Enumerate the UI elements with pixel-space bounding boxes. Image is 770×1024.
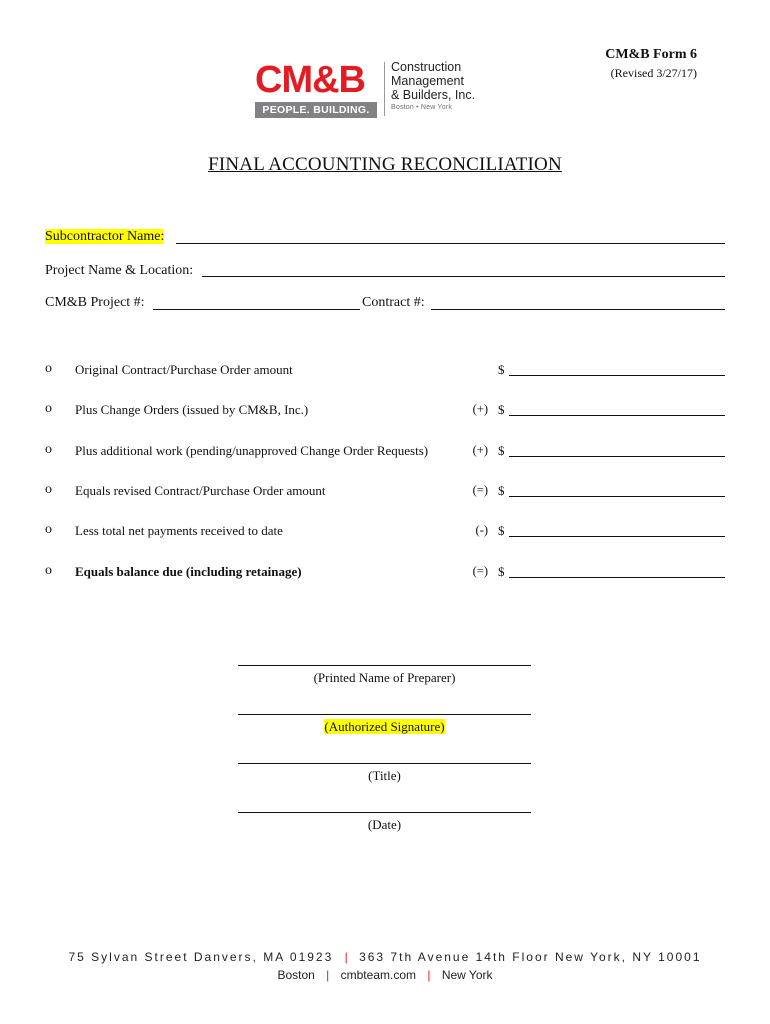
signature-caption-text: (Date) [367,817,402,832]
logo-company-name [391,60,475,102]
signature-caption-text: (Title) [368,768,401,783]
item-bullet: o [45,563,52,578]
footer-address-line [0,950,770,964]
footer-separator: | [344,950,348,964]
item-label: Equals balance due (including retainage) [75,564,302,579]
logo-name-line-2: Management [391,74,464,88]
item-bullet: o [45,361,52,376]
logo-mark [255,60,378,118]
item-currency-symbol: $ [498,443,505,458]
subcontractor-name-label [45,229,164,245]
project-name-field[interactable] [202,276,725,277]
item-operator: (=) [472,483,488,497]
logo-divider [384,62,385,116]
item-bullet: o [45,442,52,457]
signature-line[interactable] [238,714,531,715]
item-label: Original Contract/Purchase Order amount [75,362,293,377]
logo-name-line-3: & Builders, Inc. [391,88,476,102]
item-operator: (+) [472,402,488,416]
contract-number-label: Contract #: [362,295,425,310]
item-label: Plus additional work (pending/unapproved Change Order Requests) [75,443,429,458]
footer-separator: | [326,968,330,982]
item-bullet: o [45,401,52,416]
footer-city-newyork: New York [441,968,493,982]
item-label: Equals revised Contract/Purchase Order amount [75,483,326,498]
item-label: Less total net payments received to date [75,523,283,538]
project-number-field[interactable] [153,309,360,310]
company-logo [255,60,495,120]
revision-date: (Revised 3/27/17) [610,66,697,80]
item-amount-field[interactable] [509,375,725,376]
item-operator: (=) [472,564,488,578]
signature-line[interactable] [238,812,531,813]
contract-number-field[interactable] [431,309,725,310]
signature-caption [238,768,531,784]
signature-caption [238,670,531,686]
footer-address-newyork: 363 7th Avenue 14th Floor New York, NY 10001 [359,950,702,964]
item-currency-symbol: $ [498,362,505,377]
logo-name-line-1: Construction [391,60,462,74]
item-amount-field[interactable] [509,536,725,537]
signature-caption [238,719,531,735]
item-amount-field[interactable] [509,415,725,416]
item-amount-field[interactable] [509,496,725,497]
logo-tagline: PEOPLE. BUILDING. [255,102,377,118]
footer-links-line [0,968,770,982]
project-number-label: CM&B Project #: [45,295,145,310]
document-title: FINAL ACCOUNTING RECONCILIATION [208,154,562,175]
signature-line[interactable] [238,763,531,764]
item-currency-symbol: $ [498,564,505,579]
item-amount-field[interactable] [509,577,725,578]
item-amount-field[interactable] [509,456,725,457]
form-id: CM&B Form 6 [605,47,697,62]
project-name-label: Project Name & Location: [45,263,194,278]
item-label: Plus Change Orders (issued by CM&B, Inc.) [75,402,309,417]
signature-caption-text: (Printed Name of Preparer) [313,670,456,685]
item-operator: (+) [472,443,488,457]
logo-wordmark: CM&B [255,59,365,101]
signature-caption-text: (Authorized Signature) [324,719,445,734]
item-bullet: o [45,522,52,537]
logo-cities: Boston • New York [391,104,453,111]
item-currency-symbol: $ [498,523,505,538]
subcontractor-name-text: Subcontractor Name: [45,229,165,244]
footer-separator: | [427,968,431,982]
footer-city-boston: Boston [277,968,315,982]
footer-website-link[interactable]: cmbteam.com [340,968,416,982]
signature-line[interactable] [238,665,531,666]
footer-address-danvers: 75 Sylvan Street Danvers, MA 01923 [68,950,334,964]
item-currency-symbol: $ [498,402,505,417]
item-bullet: o [45,482,52,497]
signature-caption [238,817,531,833]
item-currency-symbol: $ [498,483,505,498]
subcontractor-name-field[interactable] [176,243,725,244]
item-operator: (-) [475,523,488,537]
